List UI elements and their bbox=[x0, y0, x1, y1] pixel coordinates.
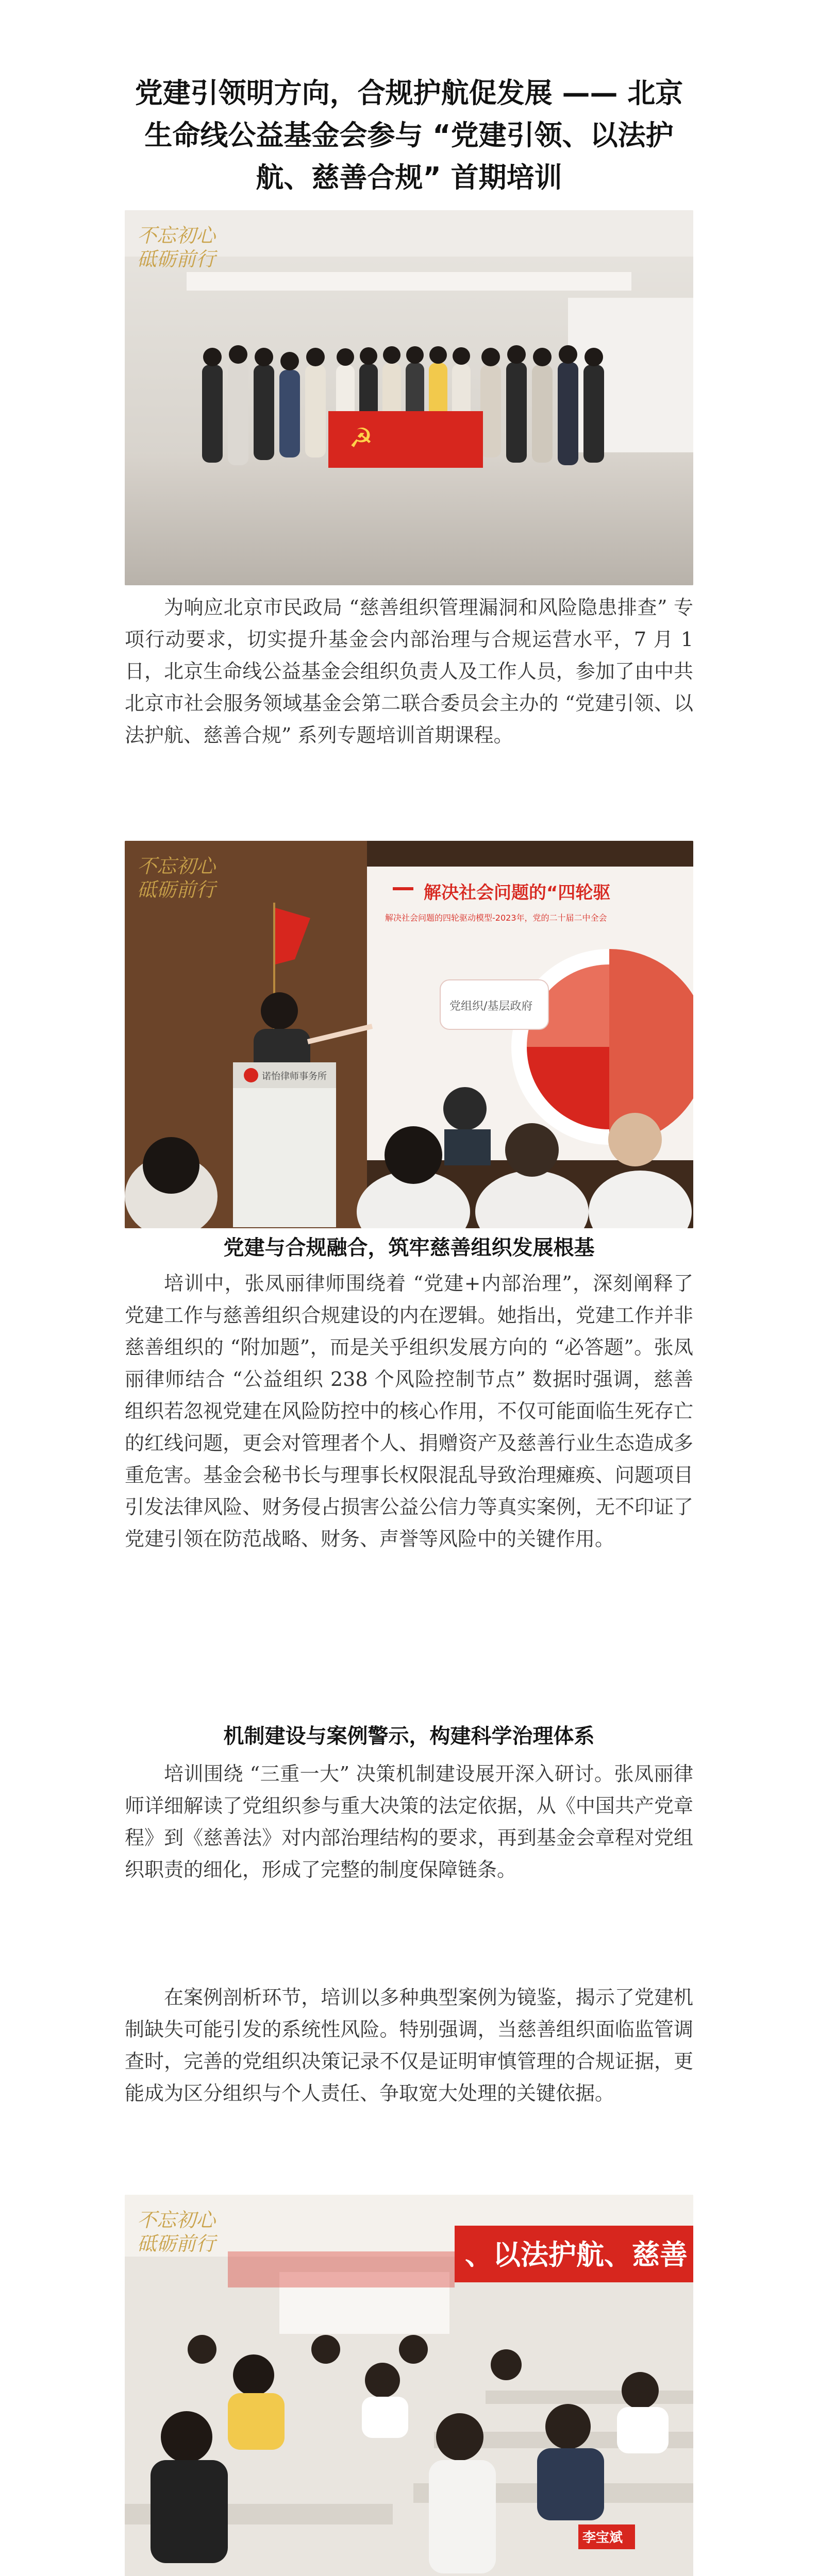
banner-text: 、以法护航、慈善 bbox=[465, 2239, 688, 2271]
section1-paragraph: 培训中，张凤丽律师围绕着 “党建+内部治理”，深刻阐释了党建工作与慈善组织合规建设的内在逻辑。她指出，党建工作并非慈善组织的 “附加题”，而是关乎组织发展方向的 “必答题”。张凤丽律师结合 “公益组织 238 个风险控制节点” 数据时强调，慈善组织若忽视党建在风险防控中的核心作用，不仅可能面临生死存亡的红线问题，更会对管理者个人、捐赠资产及慈善行业生态造成多重危害。基金会秘书长与理事长权限混乱导致治理瘫痪、问题项目引发法律风险、财务侵占损害公益公信力等真实案例，无不印证了党建引领在防范战略、财务、声誉等风险中的关键作用。 bbox=[125, 1272, 693, 1550]
watermark-line1: 不忘初心 bbox=[137, 855, 216, 877]
watermark-line2: 砥砺前行 bbox=[137, 2232, 216, 2255]
lecture-photo bbox=[125, 841, 693, 1228]
watermark-line1: 不忘初心 bbox=[137, 224, 216, 247]
classroom-photo bbox=[125, 2195, 693, 2576]
section-heading-2: 机制建设与案例警示，构建科学治理体系 bbox=[223, 1724, 595, 1748]
nameplate bbox=[578, 2524, 635, 2549]
section2-paragraph-1: 培训围绕 “三重一大” 决策机制建设展开深入研讨。张凤丽律师详细解读了党组织参与重大决策的法定依据，从《中国共产党章程》到《慈善法》对内部治理结构的要求，再到基金会章程对党组织职责的细化，形成了完整的制度保障链条。 bbox=[125, 1762, 693, 1881]
red-banner bbox=[455, 2226, 693, 2282]
slide-box-label: 党组织/基层政府 bbox=[449, 1000, 533, 1013]
podium bbox=[233, 1062, 336, 1227]
nameplate-text: 李宝斌 bbox=[582, 2530, 623, 2546]
article-title: 党建引领明方向，合规护航促发展 —— 北京生命线公益基金会参与 “党建引领、以法护航、慈善合规” 首期培训 bbox=[135, 77, 683, 194]
slide-title: 解决社会问题的“四轮驱 bbox=[424, 883, 611, 903]
watermark-line2: 砥砺前行 bbox=[137, 248, 216, 270]
section2-paragraph-2: 在案例剖析环节，培训以多种典型案例为镜鉴，揭示了党建机制缺失可能引发的系统性风险。特别强调，当慈善组织面临监管调查时，完善的党组织决策记录不仅是证明审慎管理的合规证据，更能成为区分组织与个人责任、争取宽大处理的关键依据。 bbox=[125, 1986, 693, 2105]
section-heading-1: 党建与合规融合，筑牢慈善组织发展根基 bbox=[223, 1236, 595, 1260]
svg-text:☭: ☭ bbox=[349, 423, 373, 454]
group-photo bbox=[125, 210, 693, 585]
intro-paragraph: 为响应北京市民政局 “慈善组织管理漏洞和风险隐患排查” 专项行动要求，切实提升基金会内部治理与合规运营水平，7 月 1 日，北京生命线公益基金会组织负责人及工作人员，参加了由中共北京市社会服务领域基金会第二联合委员会主办的 “党建引领、以法护航、慈善合规” 系列专题培训首期课程。 bbox=[125, 596, 693, 747]
watermark-line2: 砥砺前行 bbox=[137, 878, 216, 901]
podium-label: 诺怡律师事务所 bbox=[262, 1071, 327, 1082]
slide-subtitle: 解决社会问题的四轮驱动模型-2023年，党的二十届二中全会 bbox=[385, 913, 607, 923]
party-flag bbox=[328, 411, 483, 468]
watermark-line1: 不忘初心 bbox=[137, 2209, 216, 2231]
floor bbox=[125, 452, 693, 585]
